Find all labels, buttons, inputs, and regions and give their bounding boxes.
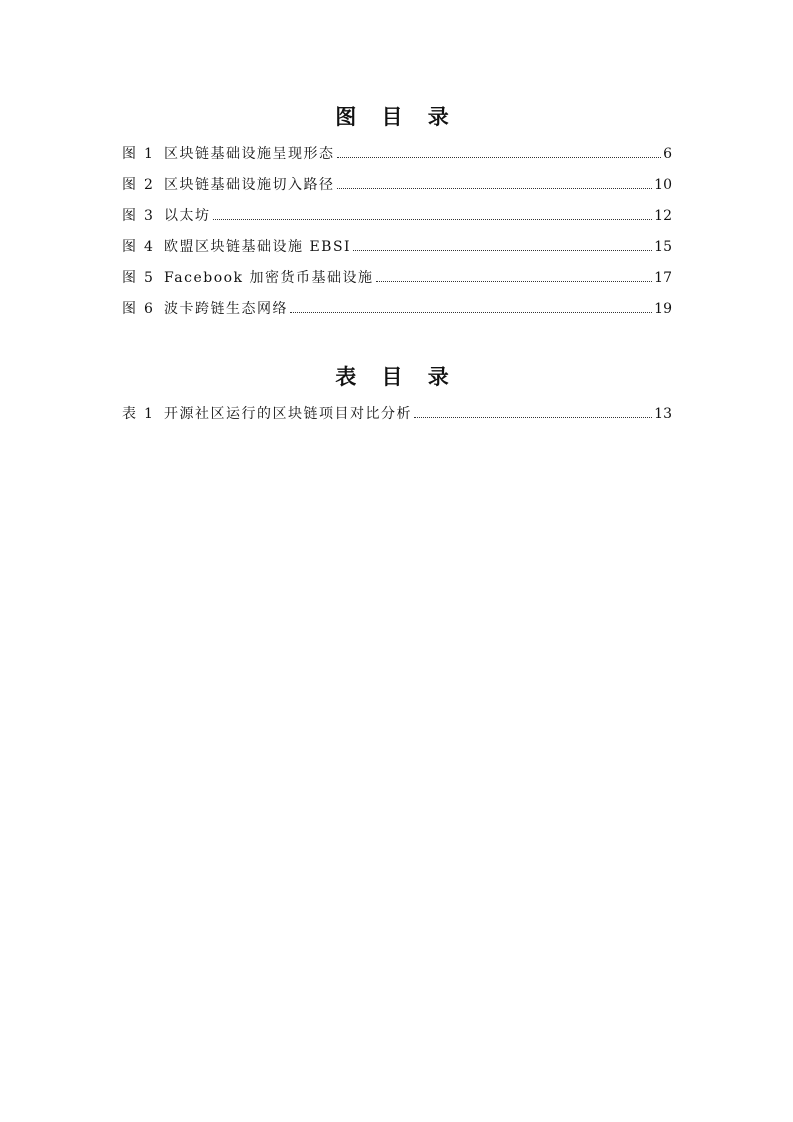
entry-type: 图 <box>122 146 136 162</box>
entry-type: 图 <box>122 208 136 224</box>
toc-entry[interactable] <box>122 175 672 206</box>
entry-page-number: 17 <box>654 270 672 286</box>
entry-number: 3 <box>144 208 153 224</box>
toc-entry[interactable] <box>122 206 672 237</box>
leader-dots <box>414 404 652 418</box>
toc-entry[interactable] <box>122 299 672 330</box>
entry-number: 6 <box>144 301 153 317</box>
entry-page-number: 19 <box>654 301 672 317</box>
toc-entry-label <box>122 144 335 164</box>
toc-entry[interactable] <box>122 237 672 268</box>
leader-dots <box>213 206 653 220</box>
entry-type: 表 <box>122 406 136 422</box>
entry-page-number: 13 <box>654 406 672 422</box>
toc-entry-label <box>122 404 412 424</box>
table-toc-title: 表 目 录 <box>335 365 458 389</box>
entry-number: 5 <box>144 270 153 286</box>
entry-title: 欧盟区块链基础设施 EBSI <box>164 239 352 255</box>
figure-toc-title: 图 目 录 <box>335 105 458 129</box>
toc-entry[interactable] <box>122 404 672 435</box>
entry-number: 2 <box>144 177 153 193</box>
entry-number: 4 <box>144 239 153 255</box>
toc-entry-label <box>122 268 374 288</box>
toc-entry-label <box>122 299 288 319</box>
leader-dots <box>353 237 652 251</box>
entry-page-number: 6 <box>663 146 672 162</box>
toc-entry-label <box>122 206 211 226</box>
entry-type: 图 <box>122 301 136 317</box>
entry-type: 图 <box>122 270 136 286</box>
entry-page-number: 12 <box>654 208 672 224</box>
entry-title: 区块链基础设施切入路径 <box>164 177 335 193</box>
toc-entry[interactable] <box>122 144 672 175</box>
entry-title: 以太坊 <box>164 208 211 224</box>
toc-entry[interactable] <box>122 268 672 299</box>
leader-dots <box>337 144 662 158</box>
entry-type: 图 <box>122 177 136 193</box>
entry-title: 开源社区运行的区块链项目对比分析 <box>164 406 412 422</box>
entry-number: 1 <box>144 146 153 162</box>
entry-number: 1 <box>144 406 153 422</box>
leader-dots <box>337 175 653 189</box>
leader-dots <box>376 268 653 282</box>
toc-entry-label <box>122 237 351 257</box>
table-toc-list <box>122 404 672 435</box>
toc-entry-label <box>122 175 335 195</box>
entry-page-number: 15 <box>654 239 672 255</box>
figure-toc-list <box>122 144 672 330</box>
entry-title: Facebook 加密货币基础设施 <box>164 270 374 286</box>
entry-page-number: 10 <box>654 177 672 193</box>
entry-type: 图 <box>122 239 136 255</box>
entry-title: 区块链基础设施呈现形态 <box>164 146 335 162</box>
entry-title: 波卡跨链生态网络 <box>164 301 288 317</box>
leader-dots <box>290 299 652 313</box>
